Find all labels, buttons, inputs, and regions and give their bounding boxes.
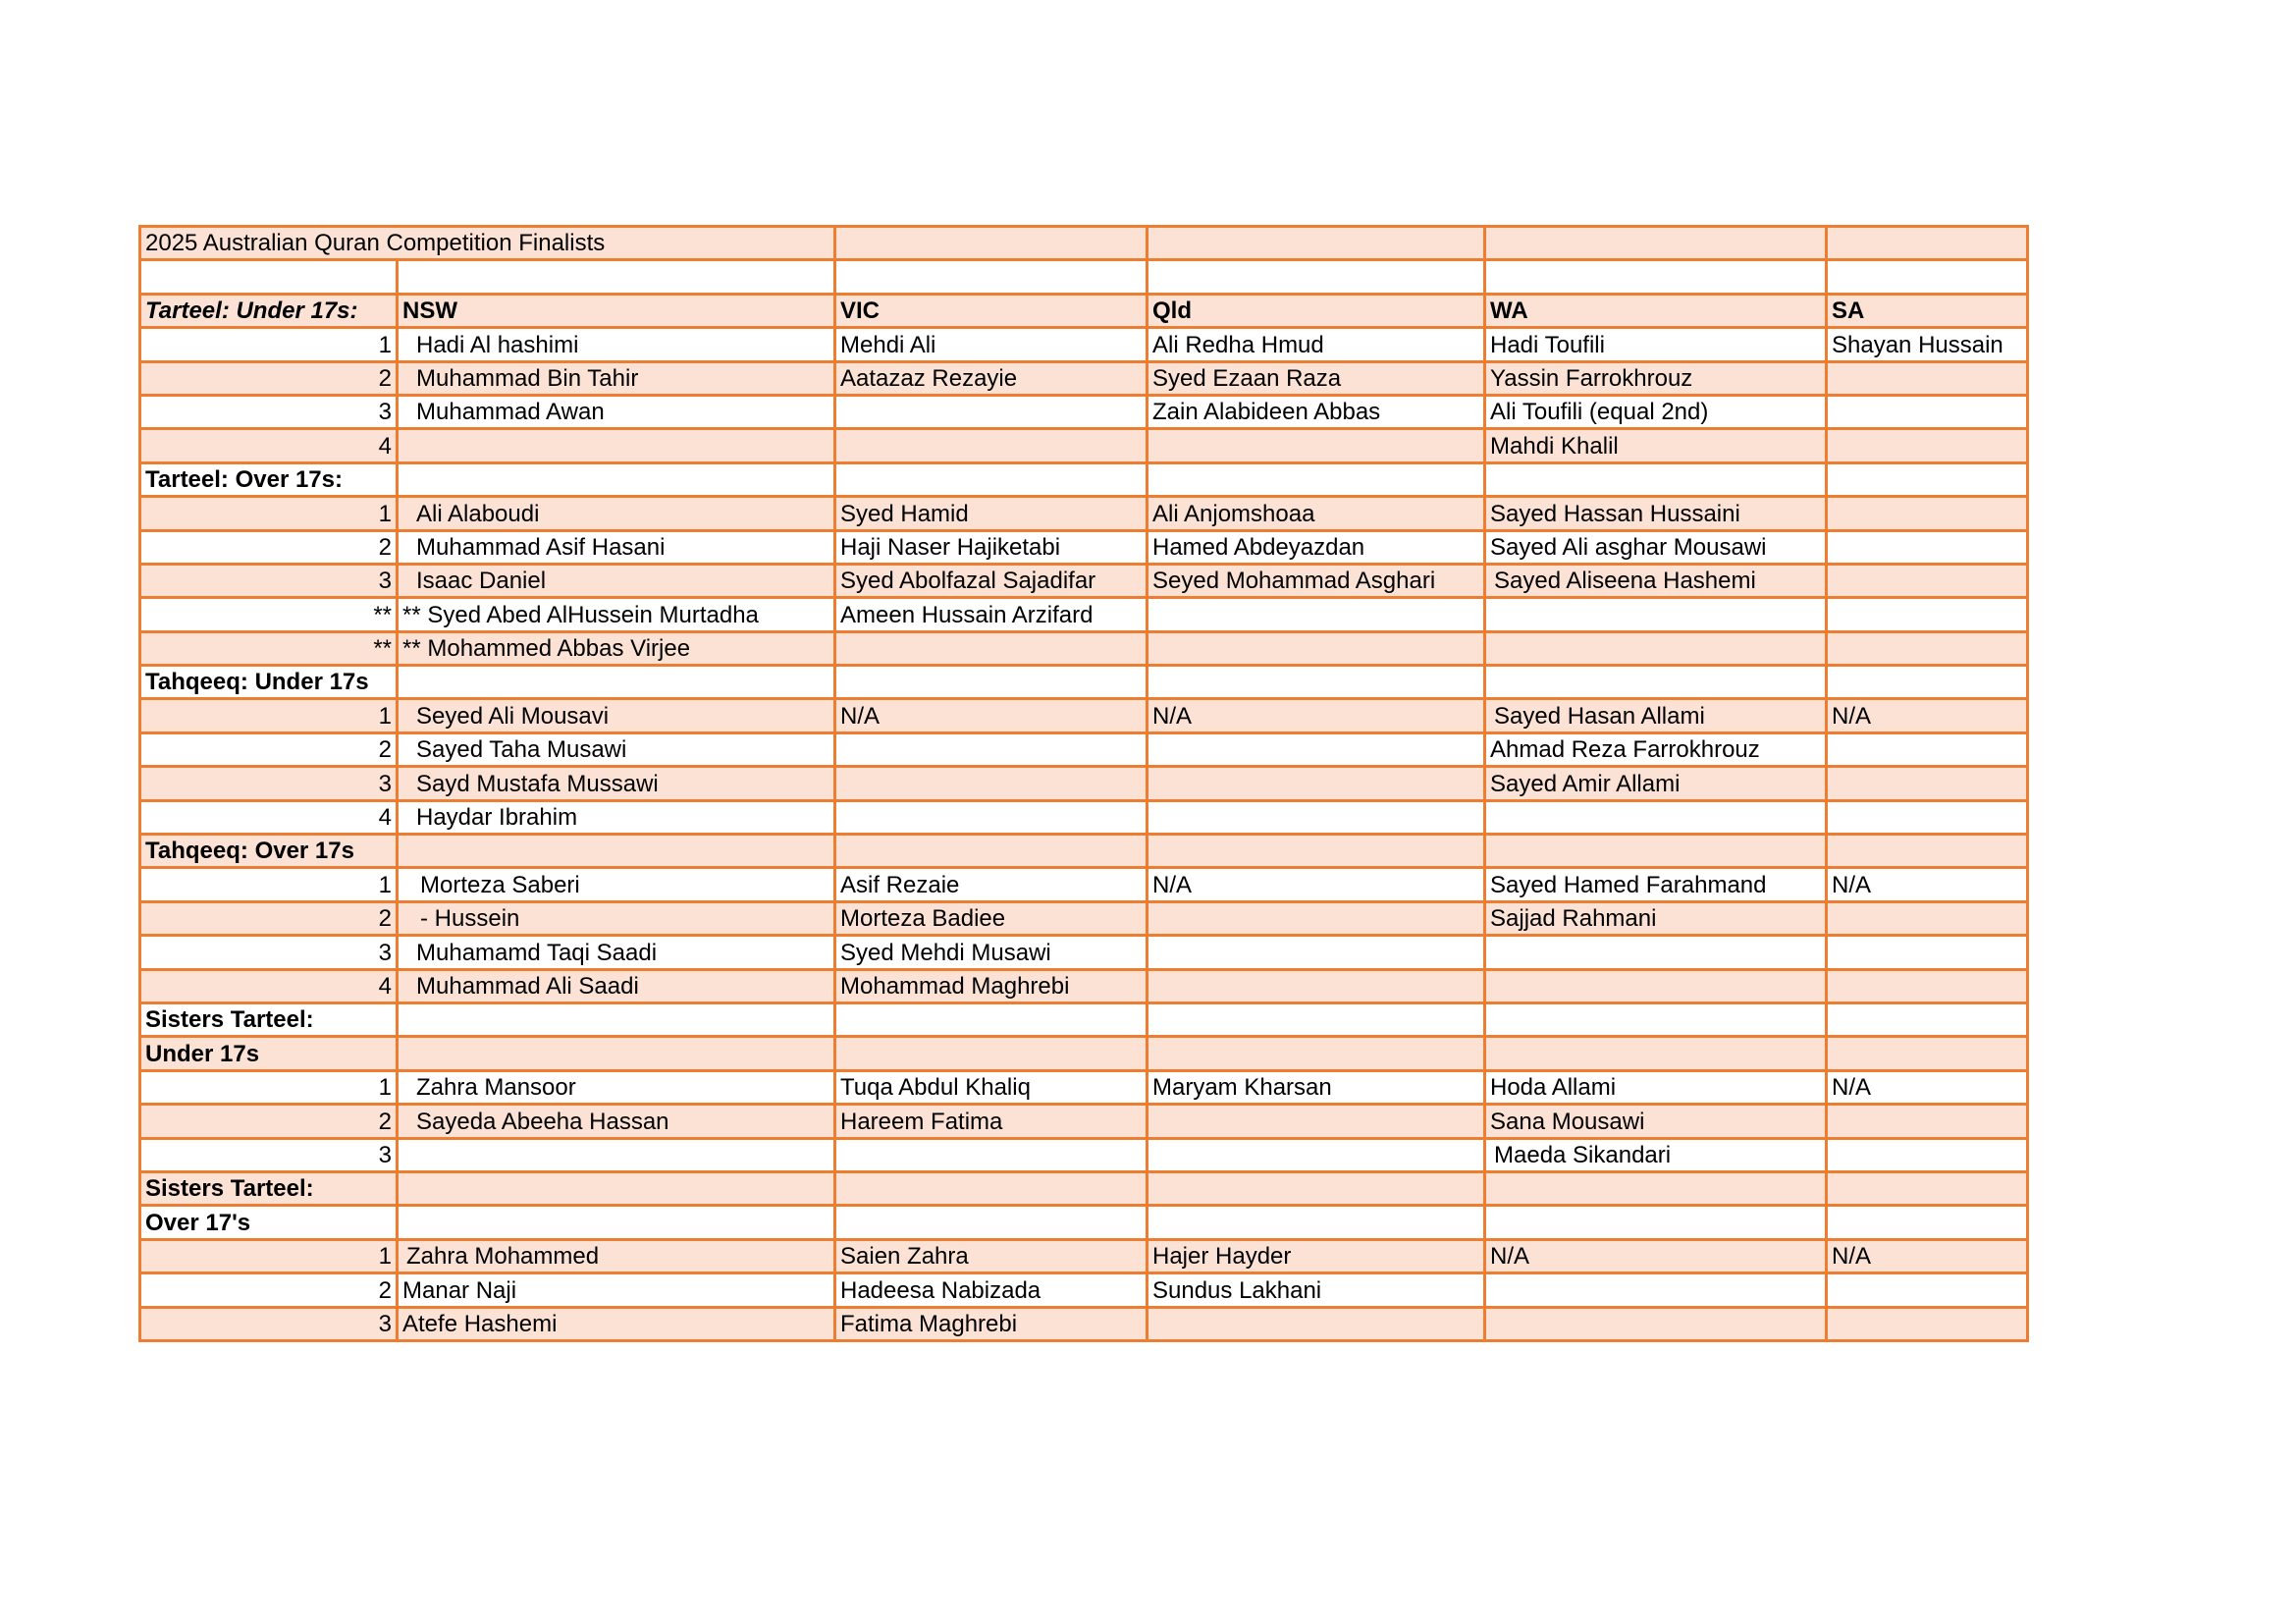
sa-cell [1827, 969, 2028, 1002]
rank-cell: 2 [140, 361, 398, 395]
wa-cell: Yassin Farrokhrouz [1485, 361, 1827, 395]
qld-cell [1148, 598, 1485, 631]
vic-cell: Aatazaz Rezayie [835, 361, 1148, 395]
nsw-cell: Sayd Mustafa Mussawi [398, 767, 835, 800]
rank-cell: 2 [140, 901, 398, 935]
rank-cell: 1 [140, 699, 398, 732]
empty-cell [1485, 1002, 1827, 1036]
empty-cell [398, 462, 835, 496]
rank-cell: 4 [140, 429, 398, 462]
nsw-cell: Haydar Ibrahim [398, 800, 835, 834]
sa-cell [1827, 361, 2028, 395]
nsw-cell [398, 429, 835, 462]
sa-cell: Shayan Hussain [1827, 328, 2028, 361]
column-header-wa: WA [1485, 294, 1827, 327]
empty-cell [1827, 1002, 2028, 1036]
sa-cell [1827, 530, 2028, 564]
rank-cell: 1 [140, 868, 398, 901]
table-row [140, 1070, 2028, 1104]
sa-cell [1827, 598, 2028, 631]
column-header-vic: VIC [835, 294, 1148, 327]
vic-cell: Syed Hamid [835, 497, 1148, 530]
rank-cell: 4 [140, 969, 398, 1002]
empty-cell [1485, 666, 1827, 699]
table-row [140, 800, 2028, 834]
vic-cell: Tuqa Abdul Khaliq [835, 1070, 1148, 1104]
rank-cell: ** [140, 631, 398, 665]
table-row [140, 1138, 2028, 1171]
rank-cell: 1 [140, 1070, 398, 1104]
nsw-cell: Manar Naji [398, 1273, 835, 1307]
empty-cell [1827, 1037, 2028, 1070]
table-row [140, 598, 2028, 631]
qld-cell: Ali Redha Hmud [1148, 328, 1485, 361]
nsw-cell: Isaac Daniel [398, 564, 835, 597]
sa-cell [1827, 631, 2028, 665]
nsw-cell: Atefe Hashemi [398, 1307, 835, 1340]
qld-cell [1148, 631, 1485, 665]
nsw-cell: Zahra Mansoor [398, 1070, 835, 1104]
qld-cell [1148, 969, 1485, 1002]
qld-cell [1148, 936, 1485, 969]
qld-cell: Ali Anjomshoaa [1148, 497, 1485, 530]
nsw-cell: Sayeda Abeeha Hassan [398, 1105, 835, 1138]
table-row [140, 429, 2028, 462]
empty-cell [1485, 1206, 1827, 1239]
section-row [140, 1171, 2028, 1205]
wa-cell: Sajjad Rahmani [1485, 901, 1827, 935]
section-row [140, 1037, 2028, 1070]
table-row [140, 631, 2028, 665]
nsw-cell: Muhammad Ali Saadi [398, 969, 835, 1002]
section-row [140, 462, 2028, 496]
empty-cell [835, 1171, 1148, 1205]
table-row [140, 1307, 2028, 1340]
qld-cell: N/A [1148, 699, 1485, 732]
wa-cell: Mahdi Khalil [1485, 429, 1827, 462]
empty-cell [1485, 835, 1827, 868]
sa-cell [1827, 1138, 2028, 1171]
empty-cell [1148, 462, 1485, 496]
sa-cell [1827, 429, 2028, 462]
vic-cell: Saien Zahra [835, 1239, 1148, 1272]
table-row [140, 699, 2028, 732]
qld-cell [1148, 800, 1485, 834]
wa-cell: Sayed Hassan Hussaini [1485, 497, 1827, 530]
wa-cell: Maeda Sikandari [1485, 1138, 1827, 1171]
column-header-qld: Qld [1148, 294, 1485, 327]
table-row [140, 497, 2028, 530]
empty-cell [1148, 260, 1485, 294]
rank-cell: 1 [140, 497, 398, 530]
nsw-cell: Hadi Al hashimi [398, 328, 835, 361]
section-label: Sisters Tarteel: [140, 1002, 398, 1036]
empty-cell [835, 260, 1148, 294]
rank-cell: 3 [140, 564, 398, 597]
vic-cell: Hareem Fatima [835, 1105, 1148, 1138]
table-row [140, 395, 2028, 428]
sa-cell: N/A [1827, 868, 2028, 901]
title-row [140, 227, 2028, 260]
empty-cell [835, 1037, 1148, 1070]
nsw-cell: - Hussein [398, 901, 835, 935]
wa-cell: Sayed Ali asghar Mousawi [1485, 530, 1827, 564]
empty-cell [835, 666, 1148, 699]
sa-cell [1827, 395, 2028, 428]
qld-cell: N/A [1148, 868, 1485, 901]
wa-cell [1485, 1273, 1827, 1307]
qld-cell: Sundus Lakhani [1148, 1273, 1485, 1307]
rank-cell: 1 [140, 328, 398, 361]
rank-cell: 4 [140, 800, 398, 834]
empty-cell [1485, 1171, 1827, 1205]
empty-cell [835, 462, 1148, 496]
section-label: Tarteel: Under 17s: [140, 294, 398, 327]
qld-cell [1148, 1307, 1485, 1340]
empty-cell [398, 1037, 835, 1070]
empty-cell [1485, 227, 1827, 260]
vic-cell: Asif Rezaie [835, 868, 1148, 901]
qld-cell [1148, 1105, 1485, 1138]
qld-cell: Hajer Hayder [1148, 1239, 1485, 1272]
vic-cell: Mehdi Ali [835, 328, 1148, 361]
empty-cell [398, 1171, 835, 1205]
wa-cell [1485, 598, 1827, 631]
wa-cell: Ahmad Reza Farrokhrouz [1485, 732, 1827, 766]
rank-cell: 2 [140, 732, 398, 766]
vic-cell: N/A [835, 699, 1148, 732]
rank-cell: 3 [140, 1138, 398, 1171]
section-label: Tahqeeq: Over 17s [140, 835, 398, 868]
qld-cell: Maryam Kharsan [1148, 1070, 1485, 1104]
table-row [140, 564, 2028, 597]
vic-cell [835, 800, 1148, 834]
wa-cell: Hadi Toufili [1485, 328, 1827, 361]
column-header-nsw: NSW [398, 294, 835, 327]
vic-cell: Syed Mehdi Musawi [835, 936, 1148, 969]
wa-cell [1485, 936, 1827, 969]
nsw-cell: Ali Alaboudi [398, 497, 835, 530]
finalists-table [138, 225, 2029, 1342]
sa-cell [1827, 1307, 2028, 1340]
empty-cell [835, 1206, 1148, 1239]
vic-cell: Hadeesa Nabizada [835, 1273, 1148, 1307]
empty-cell [1148, 1171, 1485, 1205]
qld-cell [1148, 767, 1485, 800]
table-row [140, 969, 2028, 1002]
table-row [140, 1239, 2028, 1272]
empty-cell [140, 260, 398, 294]
section-label: Under 17s [140, 1037, 398, 1070]
nsw-cell: Zahra Mohammed [398, 1239, 835, 1272]
rank-cell: 3 [140, 936, 398, 969]
empty-cell [398, 666, 835, 699]
sa-cell [1827, 767, 2028, 800]
vic-cell [835, 395, 1148, 428]
table-row [140, 732, 2028, 766]
empty-cell [398, 835, 835, 868]
wa-cell [1485, 631, 1827, 665]
vic-cell: Morteza Badiee [835, 901, 1148, 935]
vic-cell: Fatima Maghrebi [835, 1307, 1148, 1340]
wa-cell: Sayed Aliseena Hashemi [1485, 564, 1827, 597]
empty-cell [835, 1002, 1148, 1036]
wa-cell: Sayed Amir Allami [1485, 767, 1827, 800]
wa-cell: Sayed Hasan Allami [1485, 699, 1827, 732]
header-row [140, 294, 2028, 327]
table-row [140, 328, 2028, 361]
nsw-cell: Muhammad Awan [398, 395, 835, 428]
empty-cell [1485, 462, 1827, 496]
vic-cell: Mohammad Maghrebi [835, 969, 1148, 1002]
qld-cell: Seyed Mohammad Asghari [1148, 564, 1485, 597]
rank-cell: 3 [140, 395, 398, 428]
nsw-cell: Seyed Ali Mousavi [398, 699, 835, 732]
empty-cell [835, 835, 1148, 868]
nsw-cell: ** Syed Abed AlHussein Murtadha [398, 598, 835, 631]
sa-cell: N/A [1827, 1239, 2028, 1272]
column-header-sa: SA [1827, 294, 2028, 327]
table-row [140, 936, 2028, 969]
empty-cell [1148, 227, 1485, 260]
sa-cell [1827, 497, 2028, 530]
sa-cell [1827, 1273, 2028, 1307]
sa-cell [1827, 936, 2028, 969]
empty-cell [1827, 835, 2028, 868]
sa-cell: N/A [1827, 1070, 2028, 1104]
section-label: Over 17's [140, 1206, 398, 1239]
qld-cell [1148, 1138, 1485, 1171]
table-row [140, 1105, 2028, 1138]
rank-cell: ** [140, 598, 398, 631]
rank-cell: 3 [140, 1307, 398, 1340]
vic-cell [835, 429, 1148, 462]
section-label: Tarteel: Over 17s: [140, 462, 398, 496]
empty-cell [1148, 835, 1485, 868]
nsw-cell: Sayed Taha Musawi [398, 732, 835, 766]
sa-cell [1827, 901, 2028, 935]
qld-cell: Zain Alabideen Abbas [1148, 395, 1485, 428]
empty-cell [398, 1002, 835, 1036]
qld-cell [1148, 429, 1485, 462]
rank-cell: 2 [140, 1105, 398, 1138]
empty-cell [1148, 1206, 1485, 1239]
empty-cell [1485, 1037, 1827, 1070]
table-row [140, 530, 2028, 564]
wa-cell [1485, 800, 1827, 834]
empty-cell [1827, 666, 2028, 699]
rank-cell: 1 [140, 1239, 398, 1272]
empty-cell [1485, 260, 1827, 294]
sheet-title: 2025 Australian Quran Competition Finalists [140, 227, 835, 260]
empty-cell [1827, 1171, 2028, 1205]
sa-cell [1827, 732, 2028, 766]
nsw-cell [398, 1138, 835, 1171]
rank-cell: 3 [140, 767, 398, 800]
table-row [140, 901, 2028, 935]
wa-cell: Hoda Allami [1485, 1070, 1827, 1104]
vic-cell: Haji Naser Hajiketabi [835, 530, 1148, 564]
empty-cell [1148, 666, 1485, 699]
vic-cell [835, 631, 1148, 665]
empty-cell [1827, 260, 2028, 294]
empty-cell [1827, 1206, 2028, 1239]
qld-cell: Syed Ezaan Raza [1148, 361, 1485, 395]
qld-cell [1148, 732, 1485, 766]
nsw-cell: Morteza Saberi [398, 868, 835, 901]
sa-cell [1827, 1105, 2028, 1138]
table-row [140, 767, 2028, 800]
nsw-cell: Muhammad Bin Tahir [398, 361, 835, 395]
table-row [140, 868, 2028, 901]
empty-cell [1827, 227, 2028, 260]
section-row [140, 666, 2028, 699]
blank-row [140, 260, 2028, 294]
nsw-cell: ** Mohammed Abbas Virjee [398, 631, 835, 665]
empty-cell [835, 227, 1148, 260]
vic-cell: Syed Abolfazal Sajadifar [835, 564, 1148, 597]
nsw-cell: Muhammad Asif Hasani [398, 530, 835, 564]
empty-cell [398, 260, 835, 294]
empty-cell [1827, 462, 2028, 496]
rank-cell: 2 [140, 530, 398, 564]
wa-cell: Ali Toufili (equal 2nd) [1485, 395, 1827, 428]
section-label: Tahqeeq: Under 17s [140, 666, 398, 699]
section-label: Sisters Tarteel: [140, 1171, 398, 1205]
sa-cell [1827, 800, 2028, 834]
section-row [140, 1206, 2028, 1239]
vic-cell [835, 1138, 1148, 1171]
nsw-cell: Muhamamd Taqi Saadi [398, 936, 835, 969]
table-row [140, 361, 2028, 395]
qld-cell: Hamed Abdeyazdan [1148, 530, 1485, 564]
sa-cell: N/A [1827, 699, 2028, 732]
wa-cell [1485, 1307, 1827, 1340]
sa-cell [1827, 564, 2028, 597]
vic-cell: Ameen Hussain Arzifard [835, 598, 1148, 631]
empty-cell [1148, 1002, 1485, 1036]
table-row [140, 1273, 2028, 1307]
empty-cell [398, 1206, 835, 1239]
section-row [140, 1002, 2028, 1036]
wa-cell: Sayed Hamed Farahmand [1485, 868, 1827, 901]
wa-cell [1485, 969, 1827, 1002]
qld-cell [1148, 901, 1485, 935]
empty-cell [1148, 1037, 1485, 1070]
wa-cell: Sana Mousawi [1485, 1105, 1827, 1138]
wa-cell: N/A [1485, 1239, 1827, 1272]
rank-cell: 2 [140, 1273, 398, 1307]
section-row [140, 835, 2028, 868]
vic-cell [835, 732, 1148, 766]
vic-cell [835, 767, 1148, 800]
